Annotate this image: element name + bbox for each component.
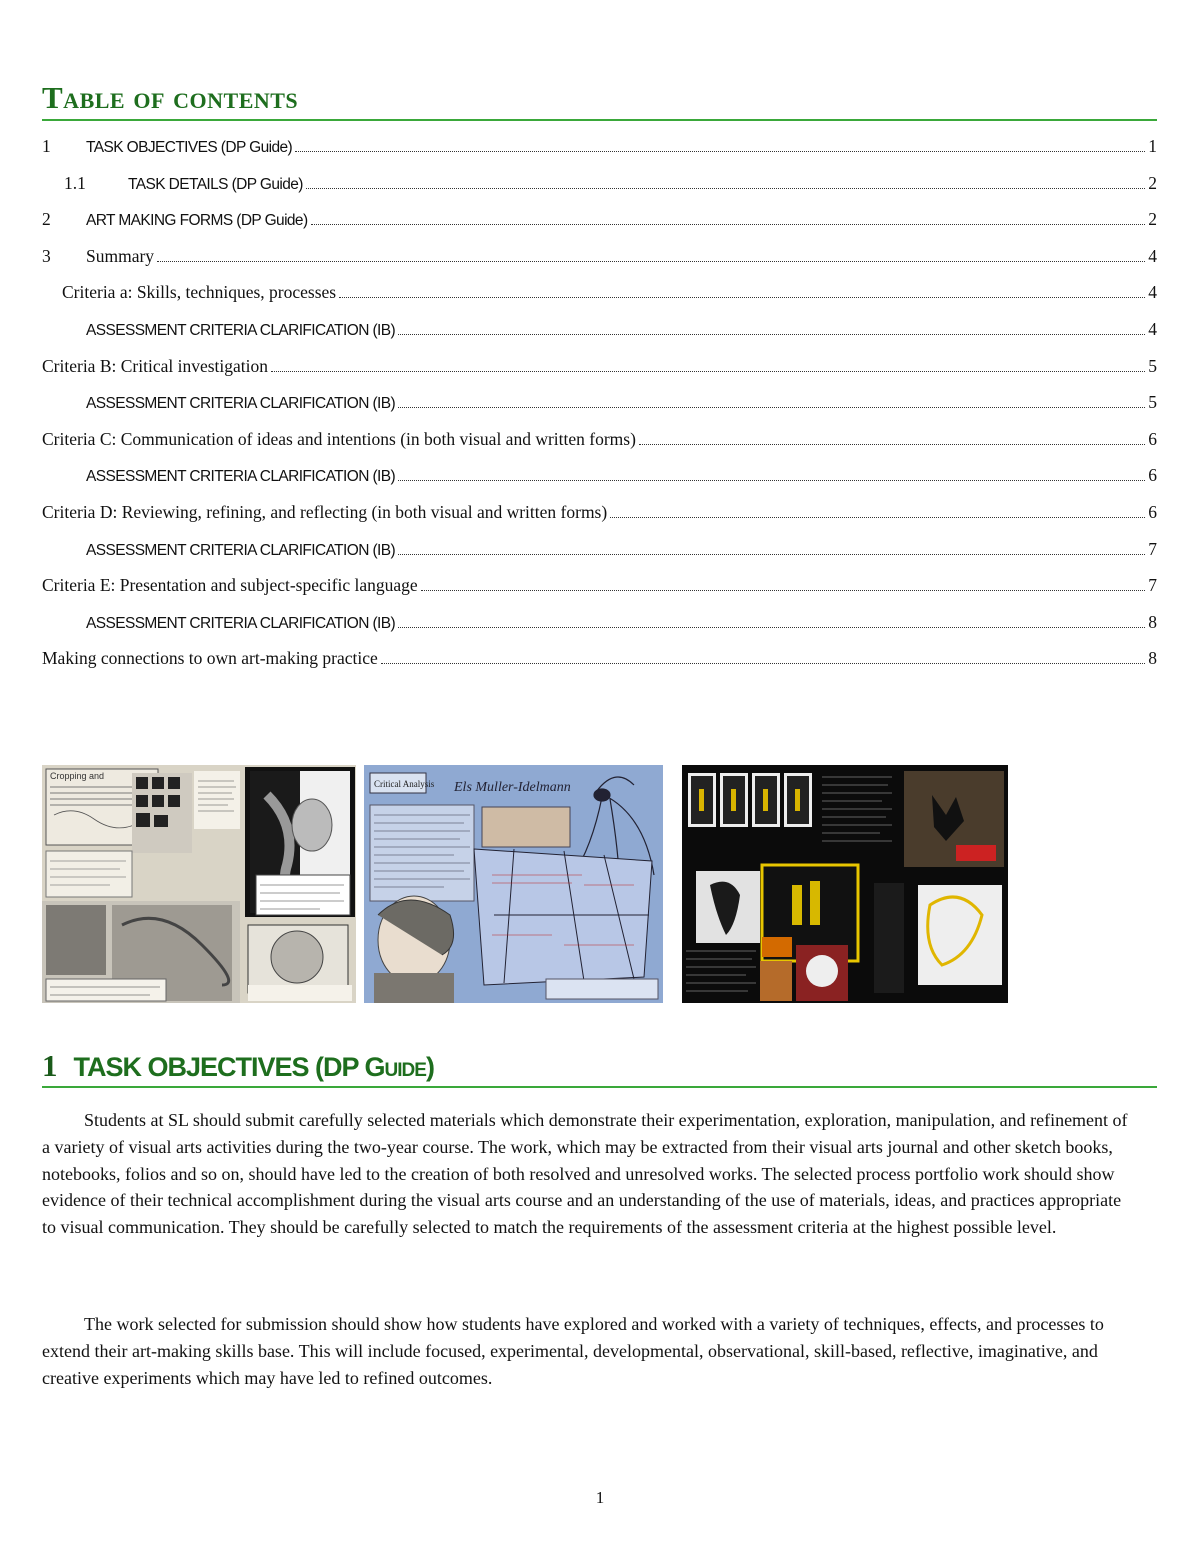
- toc-entry-page: 6: [1148, 465, 1157, 486]
- section-title: TASK OBJECTIVES (DP Guide): [73, 1052, 434, 1082]
- toc-entry-title: Criteria E: Presentation and subject-specific language: [42, 575, 418, 596]
- toc-entry-number: 1.1: [64, 172, 86, 193]
- toc-entry-number: 2: [42, 209, 51, 230]
- toc-entry-page: 4: [1148, 245, 1157, 266]
- toc-entry-title: ASSESSMENT CRITERIA CLARIFICATION (IB): [86, 614, 396, 632]
- toc-dot-leader: [398, 554, 1145, 555]
- body-paragraph-1: Students at SL should submit carefully selected materials which demonstrate their experimentation, exploration, manipulation, and refinement of a variety of visual arts activities during the two-year course. The work, which may be extracted from their visual arts journal and other sketch books, notebooks, folios and so on, should have led to the creation of both resolved and unresolved works. The selected process portfolio work should show evidence of their technical accomplishment during the visual arts course and an understanding of the use of materials, ideas, and practices appropriate to visual communication. They should be carefully selected to match the requirements of the assessment criteria at the highest possible level.: [42, 1110, 1128, 1238]
- toc-entry[interactable]: [42, 539, 1157, 576]
- toc-entry[interactable]: [42, 356, 1157, 393]
- table-of-contents: [42, 136, 1157, 685]
- toc-entry-page: 4: [1148, 318, 1157, 339]
- toc-entry[interactable]: [42, 429, 1157, 466]
- toc-entry[interactable]: [42, 319, 1157, 356]
- section-number: 1: [42, 1048, 58, 1083]
- toc-dot-leader: [421, 590, 1146, 591]
- toc-entry-title: ASSESSMENT CRITERIA CLARIFICATION (IB): [86, 468, 396, 486]
- toc-entry-title: TASK DETAILS (DP Guide): [128, 175, 303, 193]
- panel-title: Critical Analysis: [374, 779, 435, 789]
- toc-entry[interactable]: [42, 392, 1157, 429]
- portfolio-image-strip: [42, 765, 1157, 1005]
- toc-dot-leader: [398, 334, 1145, 335]
- toc-entry-page: 7: [1148, 538, 1157, 559]
- critical-analysis-image: [364, 765, 663, 1003]
- toc-entry-page: 5: [1148, 392, 1157, 413]
- toc-entry-title: Criteria a: Skills, techniques, processes: [62, 282, 337, 303]
- toc-dot-leader: [295, 151, 1145, 152]
- toc-dot-leader: [381, 663, 1145, 664]
- toc-entry[interactable]: [42, 282, 1157, 319]
- section-1-heading: [42, 1048, 1157, 1088]
- toc-dot-leader: [398, 480, 1145, 481]
- toc-dot-leader: [311, 224, 1146, 225]
- toc-entry-page: 1: [1148, 136, 1157, 156]
- toc-heading: Table of contents: [42, 80, 1157, 121]
- panel-artist: Els Muller-Idelmann: [454, 780, 571, 795]
- svg-text:Cropping and: Cropping and: [50, 771, 105, 781]
- toc-entry[interactable]: [42, 465, 1157, 502]
- toc-entry-title: ASSESSMENT CRITERIA CLARIFICATION (IB): [86, 395, 396, 413]
- toc-entry-page: 7: [1148, 575, 1157, 596]
- toc-entry-page: 2: [1148, 172, 1157, 193]
- sketchbook-collage-image: [42, 765, 356, 1003]
- toc-entry-page: 6: [1148, 428, 1157, 449]
- body-paragraph-2: The work selected for submission should show how students have explored and worked with a variety of techniques, effects, and processes to extend their art-making skills base. This will include focused, experimental, developmental, observational, skill-based, reflective, imaginative, and creative experiments which may have led to refined outcomes.: [42, 1314, 1104, 1388]
- toc-entry-page: 8: [1148, 611, 1157, 632]
- toc-entry[interactable]: [42, 502, 1157, 539]
- toc-entry-page: 2: [1148, 209, 1157, 230]
- toc-entry-page: 8: [1148, 648, 1157, 669]
- toc-entry-title: Making connections to own art-making practice: [42, 648, 378, 669]
- toc-entry[interactable]: [42, 612, 1157, 649]
- collage-black-board-image: [682, 765, 1008, 1003]
- toc-entry-title: Criteria D: Reviewing, refining, and reflecting (in both visual and written forms): [42, 501, 608, 522]
- toc-dot-leader: [398, 627, 1145, 628]
- toc-dot-leader: [157, 261, 1145, 262]
- toc-entry[interactable]: [42, 575, 1157, 612]
- toc-entry[interactable]: [42, 209, 1157, 246]
- toc-entry-number: 3: [42, 245, 51, 266]
- toc-dot-leader: [271, 371, 1145, 372]
- toc-dot-leader: [398, 407, 1145, 408]
- toc-entry-title: ASSESSMENT CRITERIA CLARIFICATION (IB): [86, 321, 396, 339]
- toc-dot-leader: [306, 188, 1145, 189]
- toc-entry-page: 4: [1148, 282, 1157, 303]
- toc-entry-title: ART MAKING FORMS (DP Guide): [86, 212, 308, 230]
- toc-entry-title: Summary: [86, 245, 155, 266]
- toc-dot-leader: [339, 297, 1145, 298]
- toc-entry-page: 6: [1148, 501, 1157, 522]
- toc-dot-leader: [639, 444, 1145, 445]
- toc-entry-title: ASSESSMENT CRITERIA CLARIFICATION (IB): [86, 541, 396, 559]
- toc-entry-title: Criteria C: Communication of ideas and intentions (in both visual and written forms): [42, 428, 636, 449]
- toc-entry[interactable]: [42, 246, 1157, 283]
- toc-entry[interactable]: [42, 136, 1157, 173]
- page-number: 1: [595, 1488, 605, 1507]
- toc-entry-title: TASK OBJECTIVES (DP Guide): [86, 139, 293, 156]
- toc-entry-number: 1: [42, 136, 51, 156]
- toc-entry[interactable]: [42, 648, 1157, 685]
- toc-dot-leader: [610, 517, 1145, 518]
- toc-entry[interactable]: [42, 173, 1157, 210]
- toc-entry-title: Criteria B: Critical investigation: [42, 355, 268, 376]
- toc-entry-page: 5: [1148, 355, 1157, 376]
